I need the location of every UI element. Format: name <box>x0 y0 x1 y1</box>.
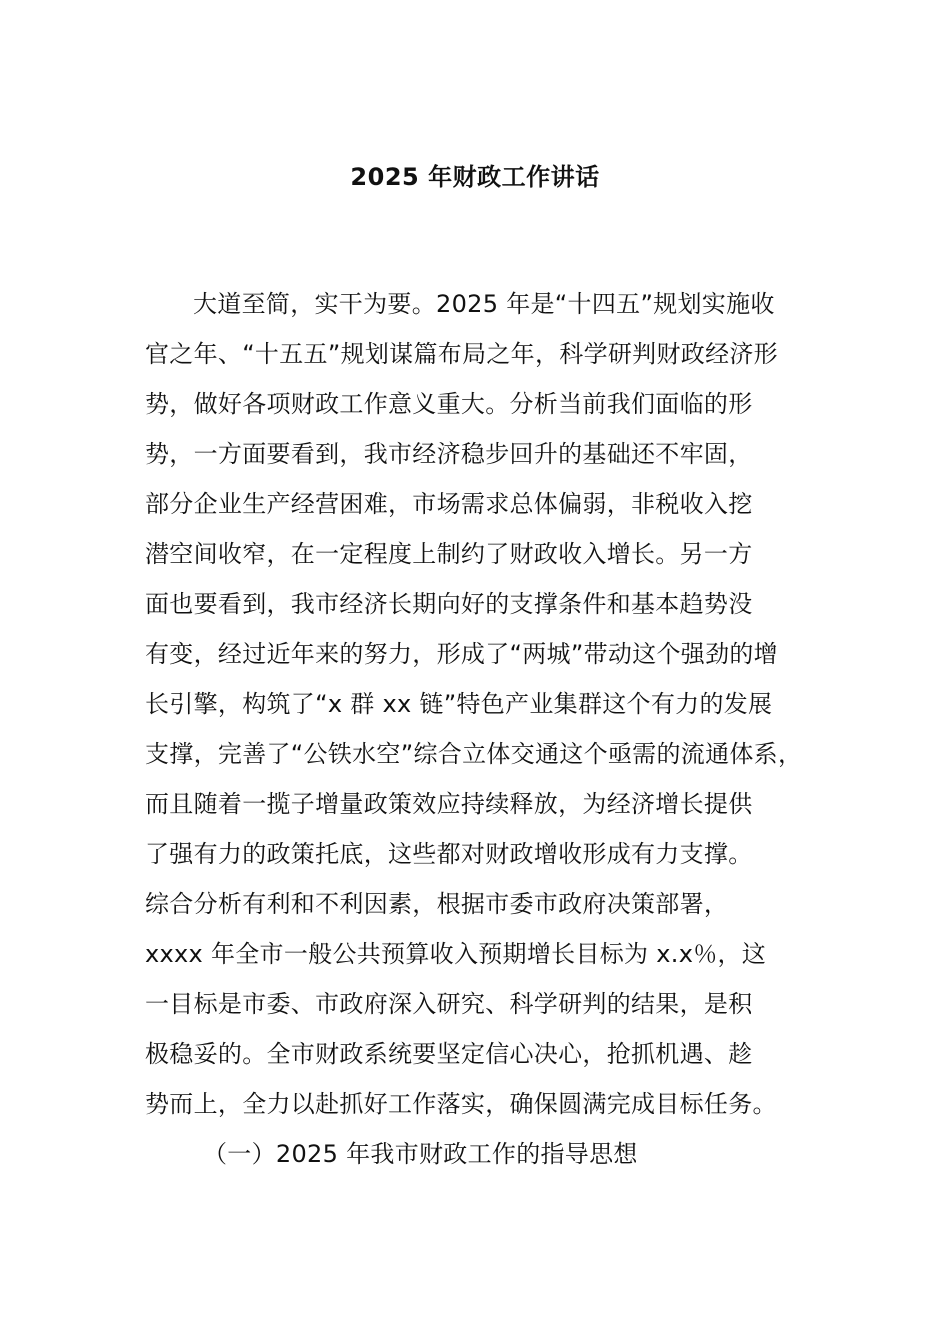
document-title: 2025 年财政工作讲话 <box>350 163 600 191</box>
paragraph-line: 势，一方面要看到，我市经济稳步回升的基础还不牢固， <box>145 440 753 468</box>
section-heading: （一）2025 年我市财政工作的指导思想 <box>203 1140 638 1168</box>
paragraph-line: 极稳妥的。全市财政系统要坚定信心决心，抢抓机遇、趁 <box>145 1040 753 1068</box>
paragraph-line: 支撑，完善了“公铁水空”综合立体交通这个亟需的流通体系， <box>145 740 803 768</box>
paragraph-line: 面也要看到，我市经济长期向好的支撑条件和基本趋势没 <box>145 590 753 618</box>
paragraph-line: xxxx 年全市一般公共预算收入预期增长目标为 x.x％，这 <box>145 940 767 968</box>
paragraph-line: 部分企业生产经营困难，市场需求总体偏弱，非税收入挖 <box>145 490 753 518</box>
paragraph-line: 综合分析有利和不利因素，根据市委市政府决策部署， <box>145 890 729 918</box>
paragraph-line: 长引擎，构筑了“x 群 xx 链”特色产业集群这个有力的发展 <box>145 690 773 718</box>
paragraph-line: 了强有力的政策托底，这些都对财政增收形成有力支撑。 <box>145 840 753 868</box>
paragraph-line: 大道至简，实干为要。2025 年是“十四五”规划实施收 <box>193 290 775 318</box>
paragraph-line: 有变，经过近年来的努力，形成了“两城”带动这个强劲的增 <box>145 640 778 668</box>
paragraph-line: 一目标是市委、市政府深入研究、科学研判的结果，是积 <box>145 990 753 1018</box>
paragraph-line: 势而上，全力以赴抓好工作落实，确保圆满完成目标任务。 <box>145 1090 777 1118</box>
document-body <box>145 284 835 1184</box>
paragraph-line: 潜空间收窄，在一定程度上制约了财政收入增长。另一方 <box>145 540 753 568</box>
paragraph-line: 而且随着一揽子增量政策效应持续释放，为经济增长提供 <box>145 790 753 818</box>
paragraph-line: 官之年、“十五五”规划谋篇布局之年，科学研判财政经济形 <box>145 340 778 368</box>
paragraph-line: 势，做好各项财政工作意义重大。分析当前我们面临的形 <box>145 390 753 418</box>
